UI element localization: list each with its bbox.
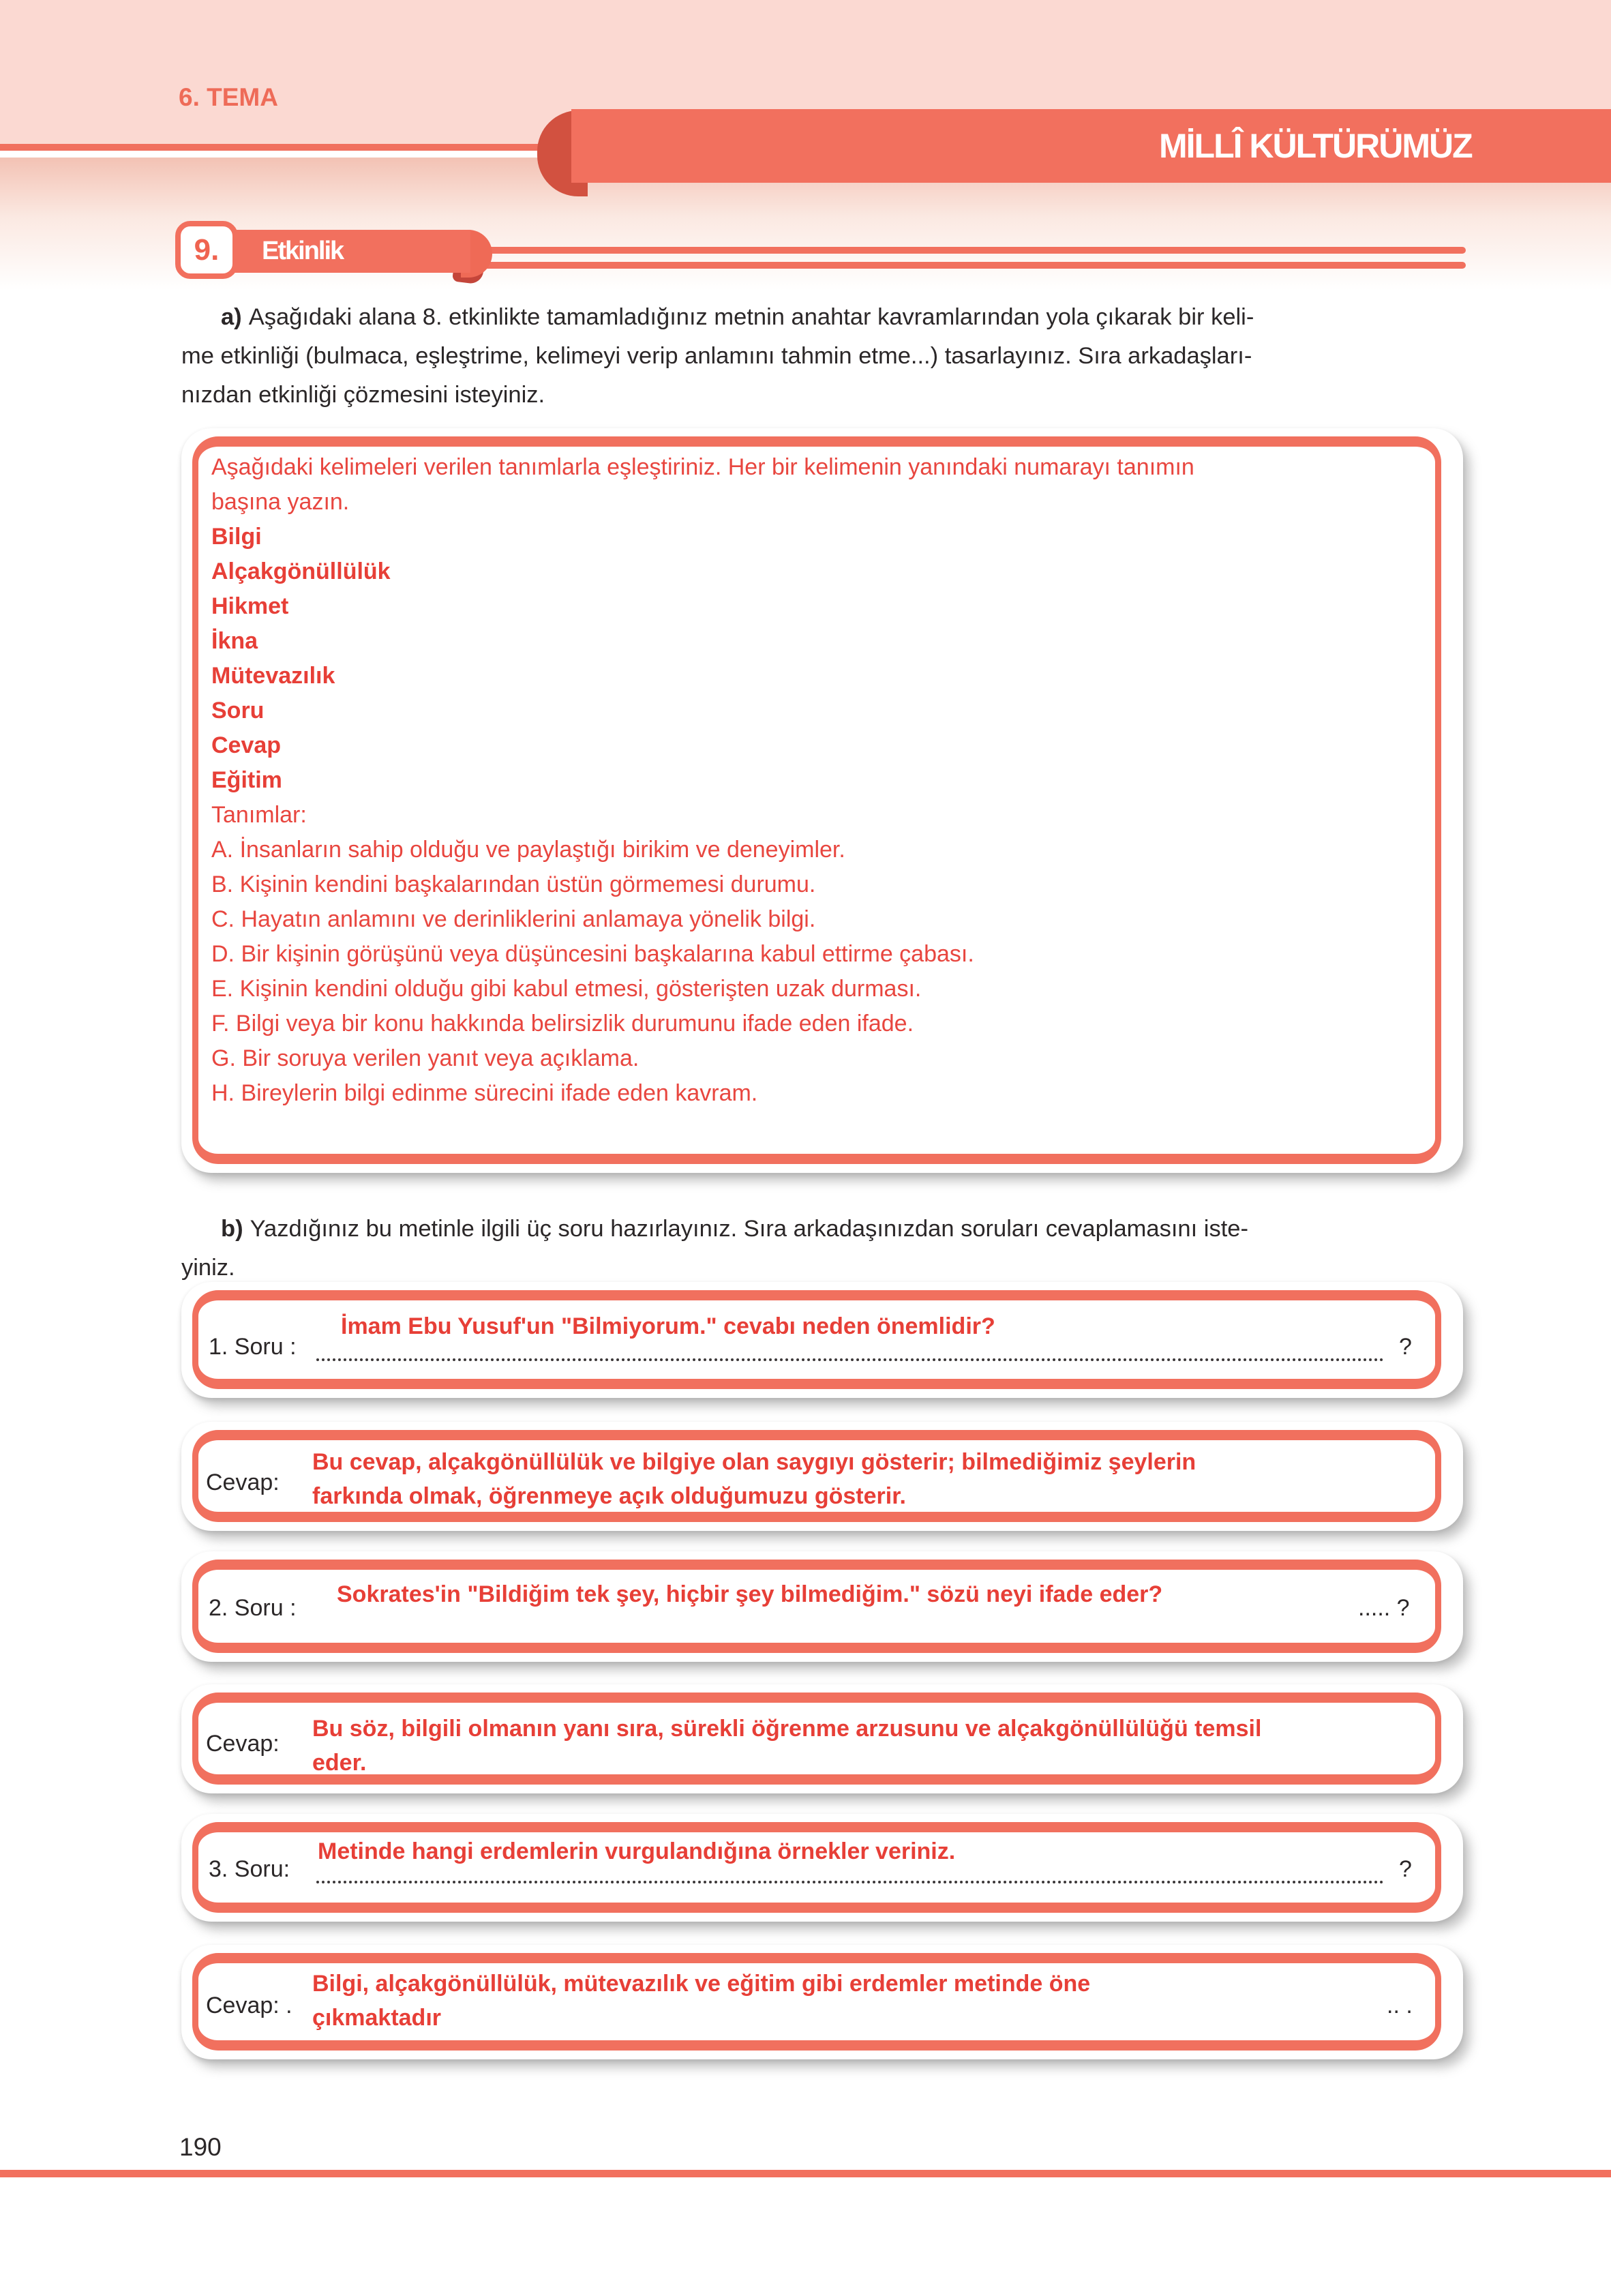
paragraph-a-line: nızdan etkinliği çözmesini isteyiniz.: [181, 382, 545, 408]
answer-1-handwriting: Bu cevap, alçakgönüllülük ve bilgiye olan saygıyı gösterir; bilmediğimiz şeylerin farkında olmak, öğrenmeye açık olduğumuzu gösterir.: [312, 1449, 1196, 1509]
question-1-handwriting: İmam Ebu Yusuf'un "Bilmiyorum." cevabı neden önemlidir?: [341, 1313, 995, 1339]
paragraph-b-line: b) Yazdığınız bu metinle ilgili üç soru hazırlayınız. Sıra arkadaşınızdan soruları cevaplamasını iste-: [221, 1216, 1248, 1242]
paragraph-a-marker: a): [221, 304, 242, 330]
match-word: Bilgi: [211, 524, 262, 550]
ribbon-line-bottom: [477, 262, 1466, 269]
answer-1-label: Cevap:: [206, 1470, 280, 1495]
paragraph-b-line: yiniz.: [181, 1255, 235, 1281]
tema-label: 6. TEMA: [179, 83, 278, 111]
answer-box-1: [181, 1422, 1463, 1531]
paragraph-a-line: a) Aşağıdaki alana 8. etkinlikte tamamladığınız metnin anahtar kavramlarından yola çıkarak bir keli-: [221, 304, 1254, 330]
definition-item: H. Bireylerin bilgi edinme sürecini ifade eden kavram.: [211, 1080, 758, 1106]
match-word: Cevap: [211, 732, 282, 758]
question-3-handwriting: Metinde hangi erdemlerin vurgulandığına örnekler veriniz.: [318, 1838, 956, 1864]
question-3-mark: ?: [1399, 1856, 1412, 1882]
definition-item: F. Bilgi veya bir konu hakkında belirsizlik durumunu ifade eden ifade.: [211, 1011, 914, 1037]
match-intro-line: Aşağıdaki kelimeleri verilen tanımlarla eşleştiriniz. Her bir kelimenin yanındaki numarayı tanımın: [211, 454, 1194, 480]
definition-item: A. İnsanların sahip olduğu ve paylaştığı birikim ve deneyimler.: [211, 837, 845, 863]
answer-box-3: [181, 1945, 1463, 2059]
definition-item: E. Kişinin kendini olduğu gibi kabul etmesi, gösterişten uzak durması.: [211, 976, 922, 1002]
paragraph-a-line: me etkinliği (bulmaca, eşleştrime, kelimeyi verip anlamını tahmin etme...) tasarlayınız. Sıra arkadaşları-: [181, 343, 1252, 369]
match-box: [181, 428, 1463, 1173]
answer-2-label: Cevap:: [206, 1731, 280, 1757]
activity-ribbon-label: Etkinlik: [262, 237, 344, 265]
match-word: Alçakgönüllülük: [211, 558, 391, 584]
dotted-answer-line: [316, 1358, 1384, 1361]
definition-item: C. Hayatın anlamını ve derinliklerini anlamaya yönelik bilgi.: [211, 906, 816, 932]
ribbon-line-top: [477, 247, 1466, 254]
question-2-label: 2. Soru :: [209, 1595, 297, 1621]
match-word: Soru: [211, 698, 265, 724]
page-number: 190: [179, 2133, 222, 2161]
paragraph-b-marker: b): [221, 1216, 243, 1242]
question-2-mark: ..... ?: [1358, 1595, 1410, 1621]
footer-bar: [0, 2170, 1611, 2177]
match-word: Mütevazılık: [211, 663, 335, 689]
match-intro-line: başına yazın.: [211, 489, 350, 515]
question-1-mark: ?: [1399, 1334, 1412, 1360]
question-box-2: [181, 1551, 1463, 1662]
question-box-3: [181, 1814, 1463, 1922]
question-box-1: [181, 1282, 1463, 1398]
activity-number: 9.: [194, 233, 220, 267]
definitions-label: Tanımlar:: [211, 802, 307, 828]
question-1-label: 1. Soru :: [209, 1334, 297, 1360]
theme-banner-title: MİLLÎ KÜLTÜRÜMÜZ: [1159, 127, 1472, 165]
match-word: Eğitim: [211, 767, 282, 793]
activity-number-badge: [175, 221, 238, 279]
answer-2-handwriting: Bu söz, bilgili olmanın yanı sıra, sürekli öğrenme arzusunu ve alçakgönüllülüğü temsil eder.: [312, 1716, 1262, 1776]
match-box-content: [211, 450, 1194, 1111]
answer-3-tail-dots: .. .: [1387, 1993, 1413, 2018]
answer-box-2: [181, 1684, 1463, 1793]
answer-3-handwriting: Bilgi, alçakgönüllülük, mütevazılık ve eğitim gibi erdemler metinde öne çıkmaktadır: [312, 1971, 1091, 2031]
paragraph-a: [181, 298, 1254, 415]
dotted-answer-line: [316, 1881, 1384, 1883]
question-2-handwriting: Sokrates'in "Bildiğim tek şey, hiçbir şey bilmediğim." sözü neyi ifade eder?: [337, 1581, 1163, 1607]
definition-item: D. Bir kişinin görüşünü veya düşüncesini başkalarına kabul ettirme çabası.: [211, 941, 974, 967]
paragraph-b: [181, 1210, 1248, 1287]
match-word: Hikmet: [211, 593, 289, 619]
answer-3-label: Cevap: .: [206, 1993, 292, 2018]
definition-item: B. Kişinin kendini başkalarından üstün görmemesi durumu.: [211, 871, 816, 897]
definition-item: G. Bir soruya verilen yanıt veya açıklama.: [211, 1045, 639, 1071]
question-3-label: 3. Soru:: [209, 1856, 290, 1882]
match-word: İkna: [211, 628, 258, 654]
